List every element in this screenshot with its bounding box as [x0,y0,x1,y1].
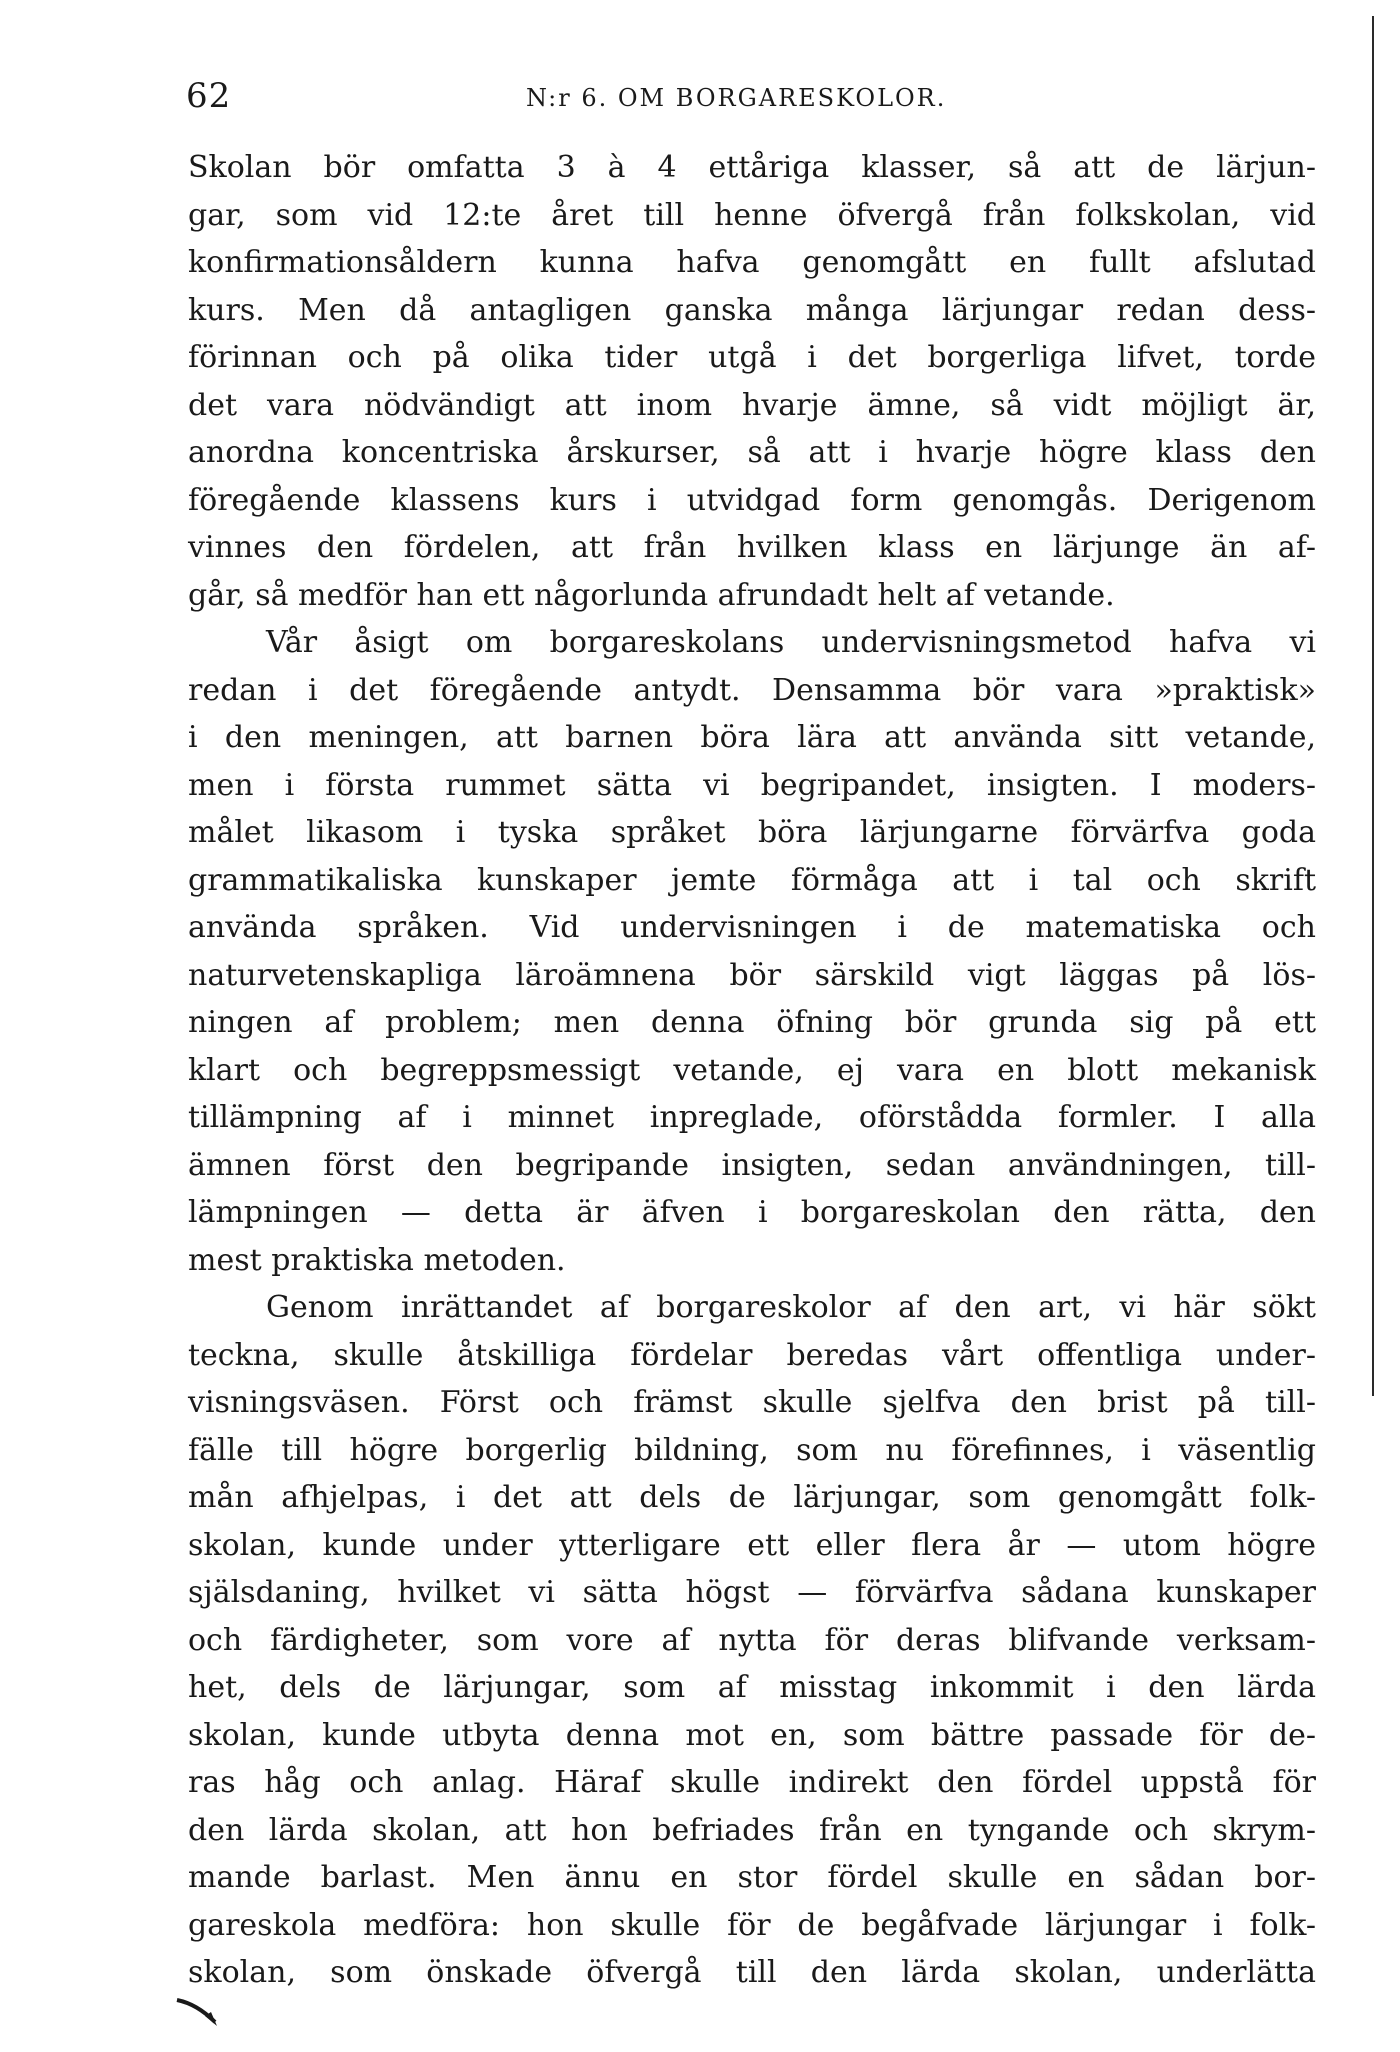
text-line: skolan, kunde utbyta denna mot en, som bättre passade för de- [188,1717,1316,1753]
text-line: kurs. Men då antagligen ganska många lärjungar redan dess- [188,292,1316,328]
text-line: vinnes den fördelen, att från hvilken klass en lärjunge än af- [188,530,1316,565]
text-line: går, så medför han ett någorlunda afrundadt helt af vetande. [188,577,1115,613]
text-line: mest praktiska metoden. [188,1242,566,1278]
text-line: gar, som vid 12:te året till henne öfvergå från folkskolan, vid [188,197,1316,233]
text-line: lämpningen — detta är äfven i borgareskolan den rätta, den [188,1195,1316,1230]
text-line: föregående klassens kurs i utvidgad form genomgås. Derigenom [188,482,1316,518]
text-line: klart och begreppsmessigt vetande, ej vara en blott mekanisk [188,1052,1316,1088]
text-line: gareskola medföra: hon skulle för de begåfvade lärjungar i folk- [188,1907,1316,1943]
text-line: ämnen först den begripande insigten, sedan användningen, till- [188,1147,1316,1183]
margin-mark-icon [175,1990,225,2030]
text-line: naturvetenskapliga läroämnena bör särskild vigt läggas på lös- [188,957,1316,993]
text-line: Vår åsigt om borgareskolans undervisningsmetod hafva vi [266,625,1316,660]
text-line: het, dels de lärjungar, som af misstag inkommit i den lärda [188,1670,1316,1705]
text-line: visningsväsen. Först och främst skulle sjelfva den brist på till- [188,1385,1316,1420]
text-line: mande barlast. Men ännu en stor fördel skulle en sådan bor- [188,1860,1316,1895]
text-line: ningen af problem; men denna öfning bör grunda sig på ett [188,1005,1316,1040]
text-line: i den meningen, att barnen böra lära att använda sitt vetande, [188,720,1316,755]
text-line: förinnan och på olika tider utgå i det borgerliga lifvet, torde [188,340,1316,375]
text-line: skolan, som önskade öfvergå till den lärda skolan, underlätta [188,1955,1316,1990]
text-line: ras håg och anlag. Häraf skulle indirekt den fördel uppstå för [188,1765,1316,1800]
text-line: fälle till högre borgerlig bildning, som nu förefinnes, i väsentlig [188,1432,1316,1468]
text-line: Skolan bör omfatta 3 à 4 ettåriga klasser, så att de lärjun- [188,150,1316,185]
text-line: det vara nödvändigt att inom hvarje ämne, så vidt möjligt är, [188,387,1316,423]
text-line: använda språken. Vid undervisningen i de matematiska och [188,910,1316,945]
running-head: N:r 6. OM BORGARESKOLOR. [526,84,947,112]
text-line: målet likasom i tyska språket böra lärjungarne förvärfva goda [188,815,1316,850]
text-line: grammatikaliska kunskaper jemte förmåga att i tal och skrift [188,862,1316,898]
text-line: Genom inrättandet af borgareskolor af den art, vi här sökt [266,1290,1316,1325]
text-line: själsdaning, hvilket vi sätta högst — förvärfva sådana kunskaper [188,1575,1316,1610]
text-line: den lärda skolan, att hon befriades från en tyngande och skrym- [188,1812,1316,1848]
text-line: skolan, kunde under ytterligare ett eller flera år — utom högre [188,1527,1316,1563]
text-line: anordna koncentriska årskurser, så att i hvarje högre klass den [188,435,1316,470]
page-number: 62 [186,76,232,116]
body-text [188,144,1316,1997]
text-line: redan i det föregående antydt. Densamma bör vara »praktisk» [188,672,1316,708]
text-line: men i första rummet sätta vi begripandet, insigten. I moders- [188,767,1316,803]
text-line: konfirmationsåldern kunna hafva genomgått en fullt afslutad [188,245,1316,280]
page-header [186,76,1316,116]
binding-edge-line [1372,16,1374,1396]
text-line: mån afhjelpas, i det att dels de lärjungar, som genomgått folk- [188,1480,1316,1515]
text-line: tillämpning af i minnet inpreglade, oförstådda formler. I alla [188,1100,1316,1135]
text-line: teckna, skulle åtskilliga fördelar beredas vårt offentliga under- [188,1337,1316,1373]
text-line: och färdigheter, som vore af nytta för deras blifvande verksam- [188,1622,1316,1658]
